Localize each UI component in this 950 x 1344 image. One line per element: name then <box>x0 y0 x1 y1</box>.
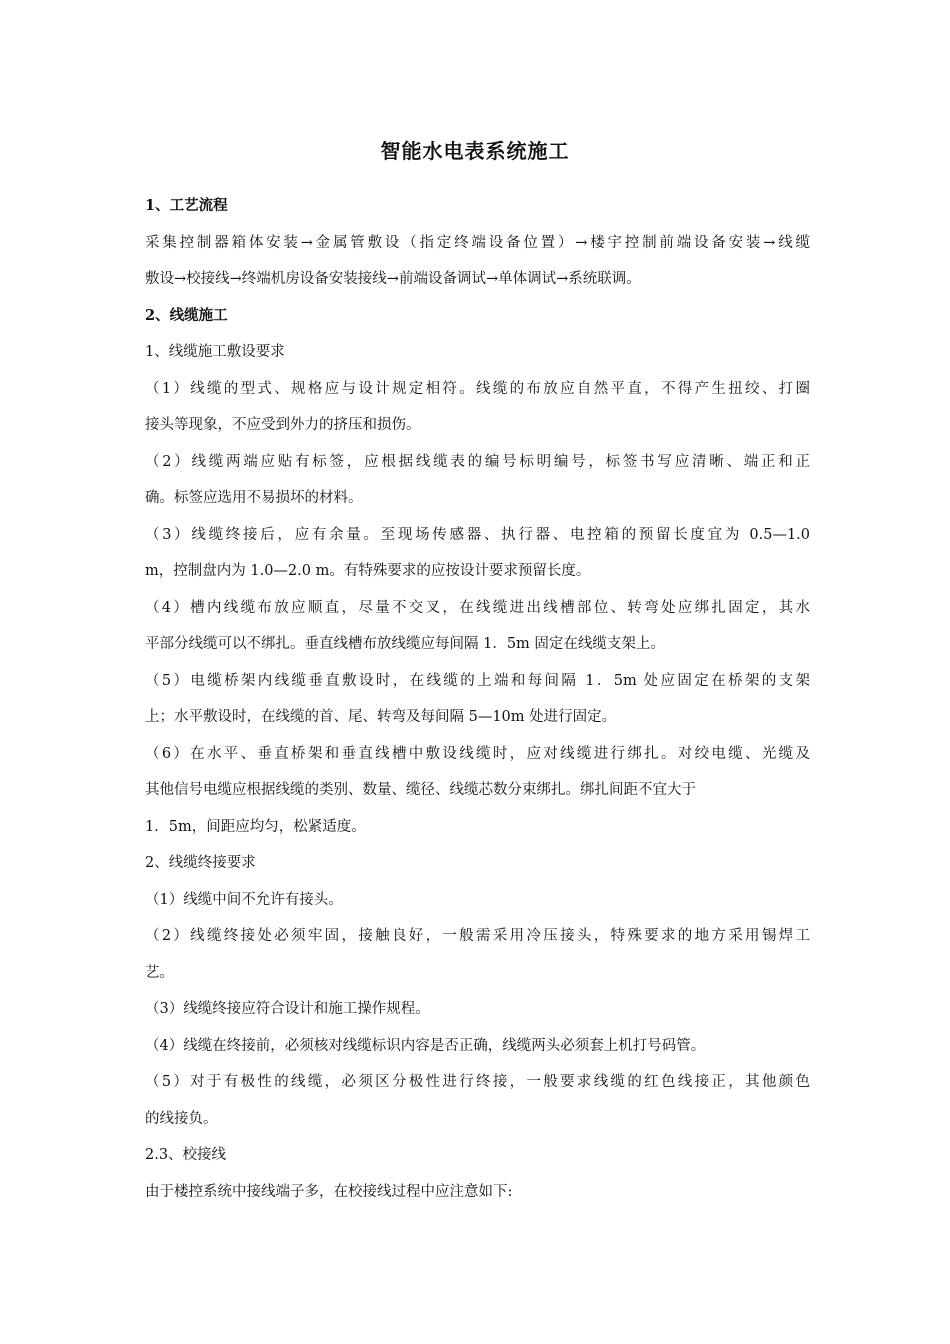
text-line: 平部分线缆可以不绑扎。垂直线槽布放线缆应每间隔 1．5m 固定在线缆支架上。 <box>145 636 665 652</box>
text-line: 2、线缆终接要求 <box>145 855 256 871</box>
text-line: 1．5m，间距应均匀，松紧适度。 <box>145 818 366 835</box>
text-line: 的线接负。 <box>145 1110 218 1127</box>
text-line: 由于楼控系统中接线端子多，在校接线过程中应注意如下: <box>145 1183 513 1200</box>
text-line: （4）线缆在终接前，必须核对线缆标识内容是否正确，线缆两头必须套上机打号码管。 <box>145 1037 706 1054</box>
text-line: 接头等现象，不应受到外力的挤压和损伤。 <box>145 417 421 433</box>
document-title: 智能水电表系统施工 <box>380 139 570 163</box>
text-line: 其他信号电缆应根据线缆的类别、数量、缆径、线缆芯数分束绑扎。绑扎间距不宜大于 <box>145 782 696 798</box>
section-heading: 2、线缆施工 <box>145 306 228 324</box>
text-line: 确。标签应选用不易损坏的材料。 <box>145 490 363 506</box>
section-heading: 1、工艺流程 <box>145 197 228 214</box>
text-line: （3）线缆终接应符合设计和施工操作规程。 <box>145 1001 430 1017</box>
text-line: （1）线缆的型式、规格应与设计规定相符。线缆的布放应自然平直，不得产生扭绞、打圈 <box>145 380 810 397</box>
text-line: （6）在水平、垂直桥架和垂直线槽中敷设线缆时，应对线缆进行绑扎。对绞电缆、光缆及 <box>145 745 810 762</box>
text-line: （2）线缆终接处必须牢固，接触良好，一般需采用冷压接头，特殊要求的地方采用锡焊工 <box>145 928 810 944</box>
text-line: （5）电缆桥架内线缆垂直敷设时，在线缆的上端和每间隔 1．5m 处应固定在桥架的支架 <box>145 672 810 689</box>
text-line: （5）对于有极性的线缆，必须区分极性进行终接，一般要求线缆的红色线接正，其他颜色 <box>145 1074 810 1090</box>
text-line: （3）线缆终接后，应有余量。至现场传感器、执行器、电控箱的预留长度宜为 0.5—1.0 <box>145 526 810 543</box>
text-line: 采集控制器箱体安装→金属管敷设（指定终端设备位置）→楼宇控制前端设备安装→线缆 <box>145 234 810 251</box>
text-line: m，控制盘内为 1.0—2.0 m。有特殊要求的应按设计要求预留长度。 <box>145 563 591 579</box>
text-line: （2）线缆两端应贴有标签，应根据线缆表的编号标明编号，标签书写应清晰、端正和正 <box>145 453 810 470</box>
text-line: 艺。 <box>145 964 174 981</box>
text-line: （4）槽内线缆布放应顺直，尽量不交叉，在线缆进出线槽部位、转弯处应绑扎固定，其水 <box>145 599 810 616</box>
text-line: （1）线缆中间不允许有接头。 <box>145 891 343 908</box>
document-body <box>145 188 810 1210</box>
text-line: 2.3、校接线 <box>145 1147 227 1163</box>
text-line: 1、线缆施工敷设要求 <box>145 344 285 360</box>
text-line: 上；水平敷设时，在线缆的首、尾、转弯及每间隔 5—10m 处进行固定。 <box>145 709 617 725</box>
text-line: 敷设→校接线→终端机房设备安装接线→前端设备调试→单体调试→系统联调。 <box>145 271 641 287</box>
